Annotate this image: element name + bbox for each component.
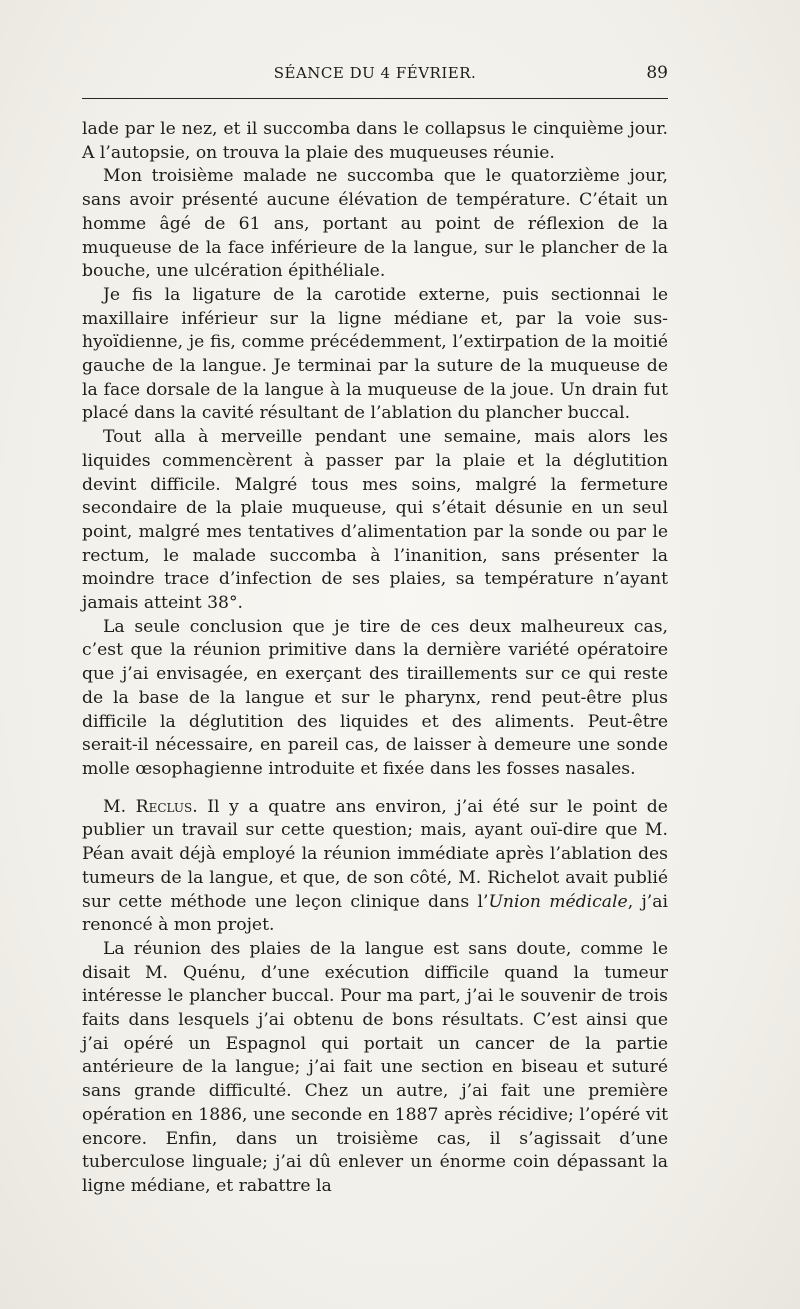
reclus-text-1: Il y a quatre ans environ, j’ai été sur le point de publier un travail sur cette question; mais, ayant ouï-dire que M. Péan avait déjà employé la réunion immédiate après l’ablation des tumeurs de la langue, et que, de son côté, M. Richelot avait publié sur cette méthode une leçon clinique dans l’ (82, 796, 668, 912)
paragraph-conclusion: La seule conclusion que je tire de ces deux malheureux cas, c’est que la réunion primitive dans la dernière variété opératoire que j’ai envisagée, en exerçant des tiraillements sur ce qui reste de la base de la langue et sur le pharynx, rend peut-être plus difficile la déglutition des liquides et des aliments. Peut-être serait-il nécessaire, en pareil cas, de laisser à demeure une sonde molle œsophagienne introduite et fixée dans les fosses nasales. (82, 616, 668, 779)
body-text (82, 118, 668, 1199)
journal-title: Union médicale (488, 891, 628, 912)
paragraph-third-patient: Mon troisième malade ne succomba que le quatorzième jour, sans avoir présenté aucune élévation de température. C’était un homme âgé de 61 ans, portant au point de réflexion de la muqueuse de la face inférieure de la langue, sur le plancher de la bouche, une ulcération épithéliale. (82, 166, 668, 282)
paragraph-outcome: Tout alla à merveille pendant une semaine, mais alors les liquides commencèrent à passer par la plaie et la déglutition devint difficile. Malgré tous mes soins, malgré la fermeture secondaire de la plaie muqueuse, qui s’était désunie en un seul point, malgré mes tentatives d’alimentation par la sonde ou par le rectum, le malade succomba à l’inanition, sans présenter la moindre trace d’infection de ses plaies, sa température n’ayant jamais atteint 38°. (82, 427, 668, 614)
page-number: 89 (646, 63, 668, 83)
page-header (82, 58, 668, 99)
paragraph-operation: Je fis la ligature de la carotide externe, puis sectionnai le maxillaire inférieur sur la ligne médiane et, par la voie sus-hyoïdienne, je fis, comme précédemment, l’extirpation de la moitié gauche de la langue. Je terminai par la suture de la muqueuse de la face dorsale de la langue à la muqueuse de la joue. Un drain fut placé dans la cavité résultant de l’ablation du plancher buccal. (82, 284, 668, 424)
running-title: SÉANCE DU 4 FÉVRIER. (273, 64, 477, 82)
speaker-name: M. Reclus. (103, 796, 198, 817)
paragraph-final: La réunion des plaies de la langue est sans doute, comme le disait M. Quénu, d’une exécution difficile quand la tumeur intéresse le plancher buccal. Pour ma part, j’ai le souvenir de trois faits dans lesquels j’ai obtenu de bons résultats. C’est ainsi que j’ai opéré un Espagnol qui portait un cancer de la partie antérieure de la langue; j’ai fait une section en biseau et suturé sans grande difficulté. Chez un autre, j’ai fait une première opération en 1886, une seconde en 1887 après récidive; l’opéré vit encore. Enfin, dans un troisième cas, il s’agissait d’une tuberculose linguale; j’ai dû enlever un énorme coin dépassant la ligne médiane, et rabattre la (82, 938, 668, 1196)
paragraph-reclus (82, 796, 668, 938)
paragraph-continued: lade par le nez, et il succomba dans le collapsus le cinquième jour. A l’autopsie, on trouva la plaie des muqueuses réunie. (82, 119, 668, 163)
reclus-text-2: , j’ai renoncé à mon projet. (82, 891, 669, 936)
